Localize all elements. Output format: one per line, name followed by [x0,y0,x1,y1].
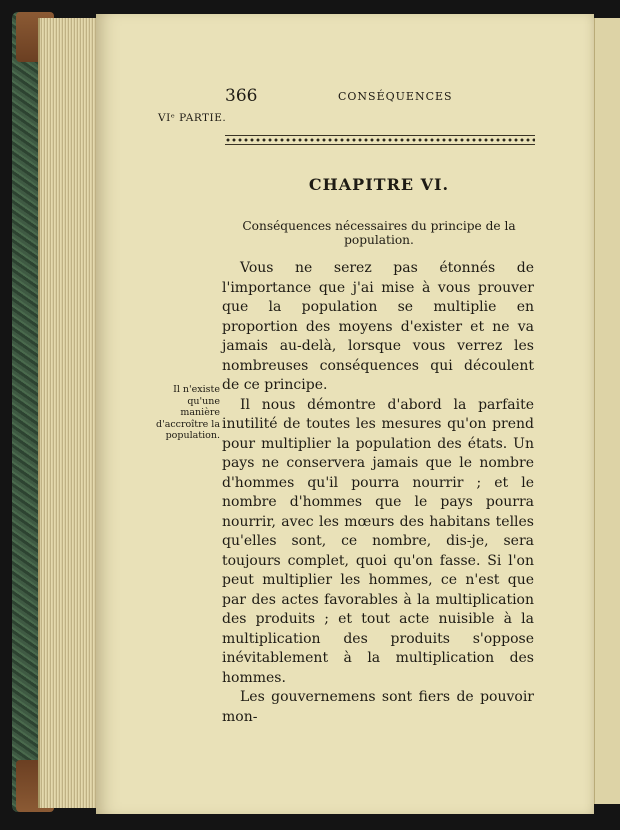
ornament-rule-bottom [225,144,535,145]
paragraph: Vous ne serez pas étonnés de l'importance que j'ai mise à vous prouver que la population se multiplie en proportion des moyens d'exister et ne va jamais au-delà, lorsque vous verrez les nombreuses conséquences qui découlent de ce principe. [222,260,534,393]
chapter-subtitle: Conséquences nécessaires du principe de la population. [242,219,516,247]
chapter-title: CHAPITRE VI. [308,175,450,194]
page-number: 366 [225,86,258,106]
body-text [222,259,534,727]
next-page-edge [594,18,620,804]
ornament-rule [225,137,535,143]
margin-note: Il n'existe qu'une manière d'accroître la population. [156,384,220,441]
page-edges [38,18,100,808]
ornament-rule-top [225,135,535,136]
part-label: VIᵉ PARTIE. [158,112,227,124]
paragraph: Les gouvernemens sont fiers de pouvoir mon- [222,689,534,725]
running-head: CONSÉQUENCES [338,90,453,103]
paragraph: Il nous démontre d'abord la parfaite inutilité de toutes les mesures qu'on prend pour multiplier la population des états. Un pays ne conservera jamais que le nombre d'hommes qu'il pourra nourrir ; et le nombre d'hommes que le pays pourra nourrir, avec les mœurs des habitans telles qu'elles sont, ce nombre, dis-je, sera toujours complet, quoi qu'on fasse. Si l'on peut multiplier les hommes, ce n'est que par des actes favorables à la multiplication des produits ; et tout acte nuisible à la multiplication des produits s'oppose inévitablement à la multiplication des hommes. [222,396,534,686]
